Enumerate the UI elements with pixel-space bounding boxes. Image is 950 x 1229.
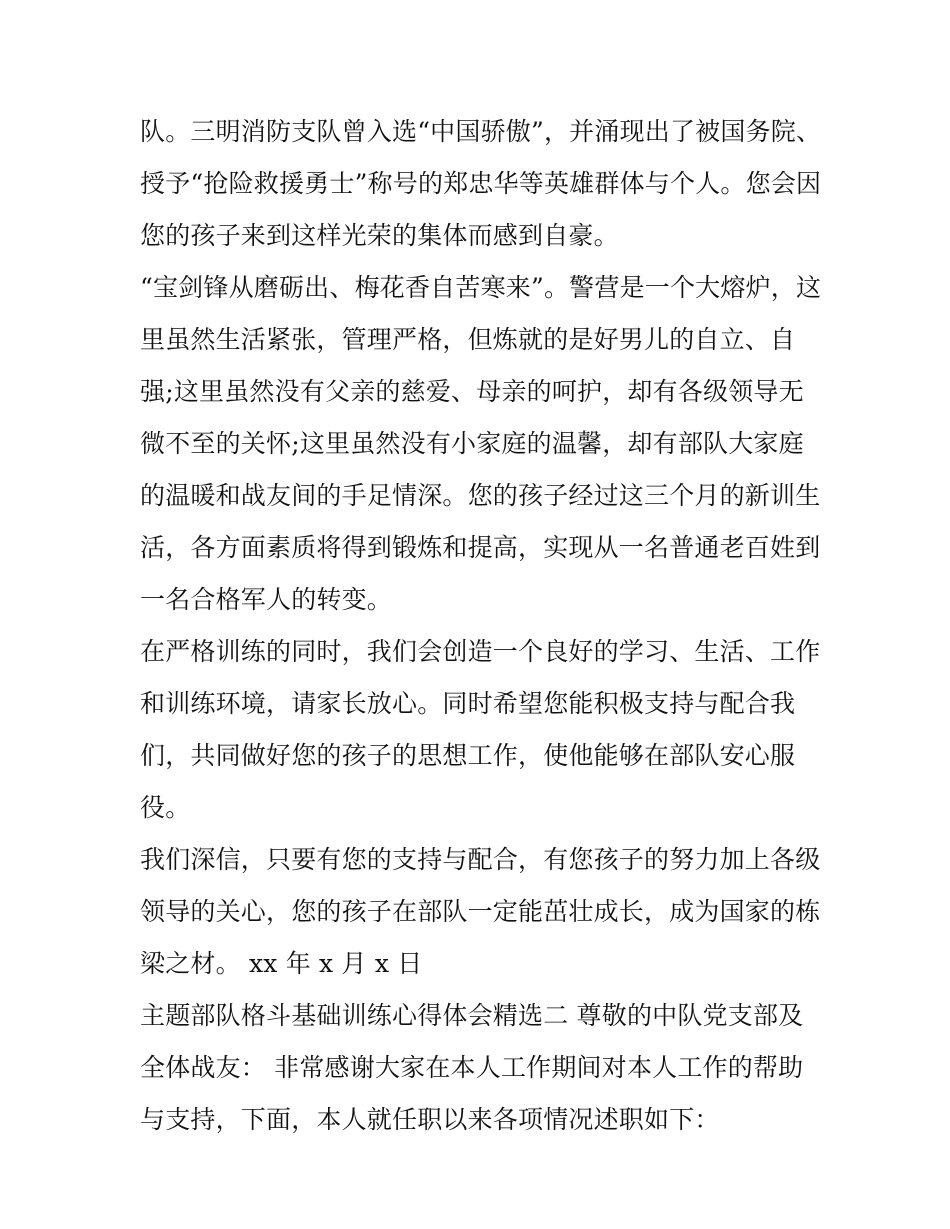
text-line: 活，各方面素质将得到锻炼和提高，实现从一名普通老百姓到: [140, 533, 821, 562]
text-line: 和训练环境，请家长放心。同时希望您能积极支持与配合我: [140, 689, 796, 718]
text-line: 们，共同做好您的孩子的思想工作，使他能够在部队安心服: [140, 741, 796, 770]
text-line: 全体战友： 非常感谢大家在本人工作期间对本人工作的帮助: [140, 1053, 804, 1082]
text-line: “宝剑锋从磨砺出、梅花香自苦寒来”。警营是一个大熔炉，这: [140, 273, 822, 302]
text-line: 的温暖和战友间的手足情深。您的孩子经过这三个月的新训生: [140, 481, 821, 510]
text-line: 授予“抢险救援勇士”称号的郑忠华等英雄群体与个人。您会因: [140, 169, 822, 198]
text-line: 一名合格军人的转变。: [140, 585, 393, 614]
text-line: 您的孩子来到这样光荣的集体而感到自豪。: [140, 221, 619, 250]
text-line: 领导的关心，您的孩子在部队一定能茁壮成长，成为国家的栋: [140, 897, 821, 926]
text-line: 微不至的关怀;这里虽然没有小家庭的温馨，却有部队大家庭: [140, 429, 804, 458]
text-line: 队。三明消防支队曾入选“中国骄傲”，并涌现出了被国务院、: [140, 117, 822, 146]
text-line: 主题部队格斗基础训练心得体会精选二 尊敬的中队党支部及: [140, 1001, 804, 1030]
text-line: 梁之材。 xx 年 x 月 x 日: [140, 949, 423, 978]
text-line: 与支持，下面，本人就任职以来各项情况述职如下：: [140, 1105, 720, 1134]
text-line: 在严格训练的同时，我们会创造一个良好的学习、生活、工作: [140, 637, 821, 666]
text-line: 强;这里虽然没有父亲的慈爱、母亲的呵护，却有各级领导无: [140, 377, 804, 406]
text-line: 我们深信，只要有您的支持与配合，有您孩子的努力加上各级: [140, 845, 821, 874]
text-line: 里虽然生活紧张，管理严格，但炼就的是好男儿的自立、自: [140, 325, 796, 354]
document-body: [140, 106, 820, 1146]
text-line: 役。: [140, 793, 191, 822]
